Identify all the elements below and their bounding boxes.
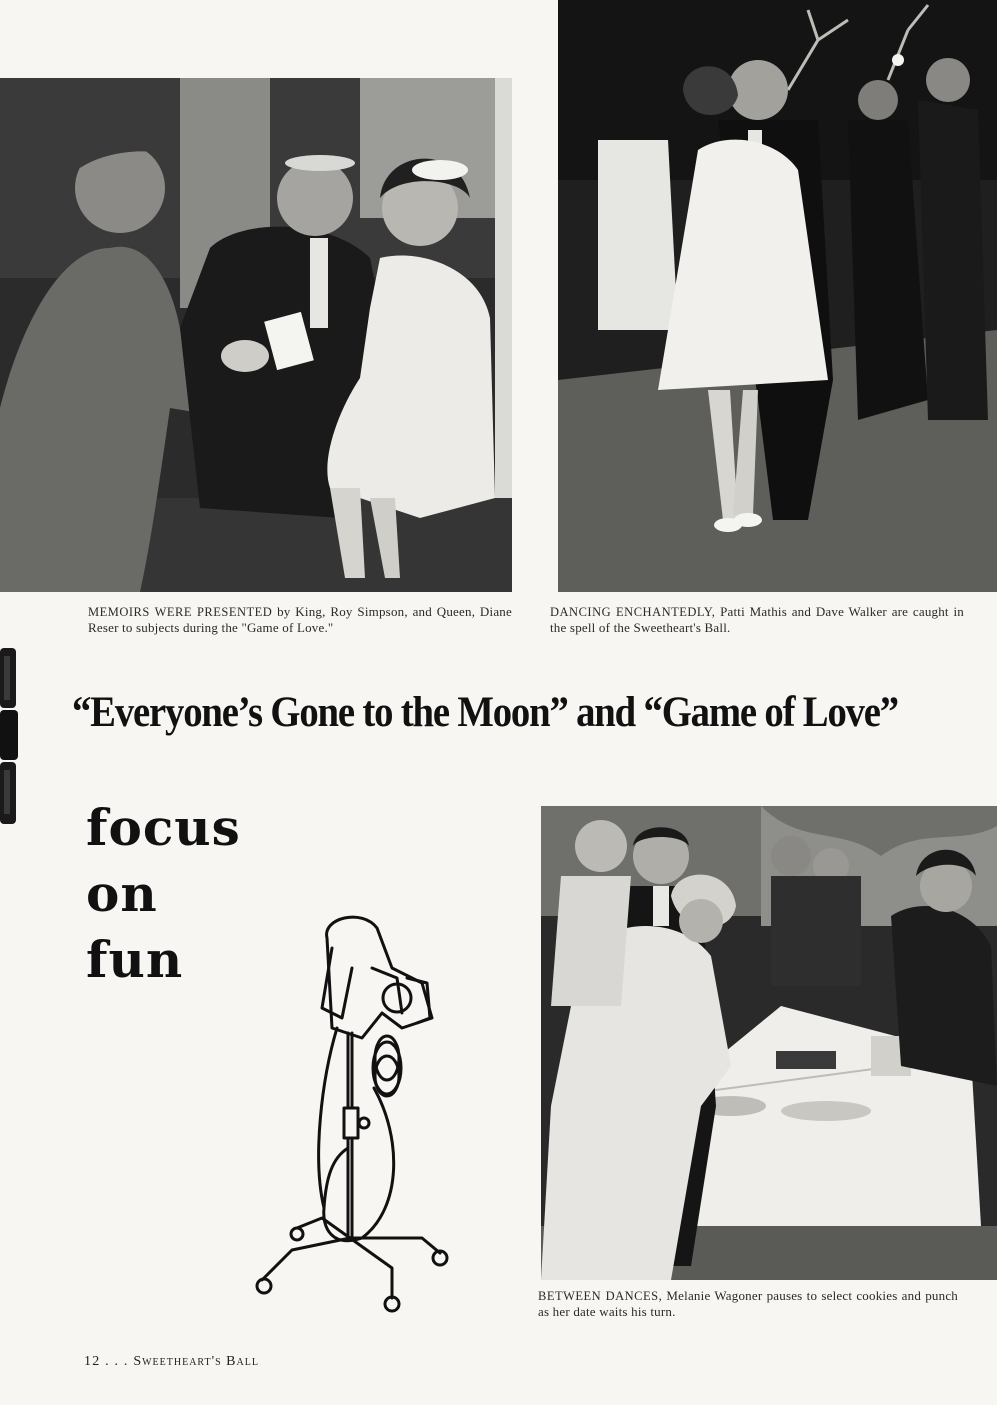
caption-between-text: Melanie Wagoner pauses to select cookies and punch as her date waits his turn.	[538, 1288, 958, 1319]
spotlight-stand-illustration	[252, 908, 452, 1320]
photo-dancing-enchantedly	[558, 0, 997, 592]
photo-between-dances	[541, 806, 997, 1280]
caption-memoirs-text: by King, Roy Simpson, and Queen, Diane Reser to subjects during the "Game of Love."	[88, 604, 512, 635]
caption-memoirs-lead: MEMOIRS WERE PRESENTED	[88, 605, 273, 619]
caption-dancing-lead: DANCING ENCHANTEDLY,	[550, 605, 716, 619]
caption-dancing-text: Patti Mathis and Dave Walker are caught in the spell of the Sweetheart's Ball.	[550, 604, 964, 635]
section-name: Sweetheart's Ball	[133, 1354, 259, 1369]
caption-memoirs	[88, 604, 512, 636]
binder-clip	[0, 648, 22, 824]
caption-dancing	[550, 604, 964, 636]
focus-line-1: focus	[86, 798, 241, 857]
photo-memoirs-presented	[0, 78, 512, 592]
page-number: 12	[84, 1354, 101, 1369]
page-footer	[84, 1354, 259, 1370]
caption-between-dances	[538, 1288, 958, 1320]
focus-line-3: fun	[86, 930, 184, 989]
headline: “Everyone’s Gone to the Moon” and “Game of Love”	[72, 689, 898, 736]
focus-line-2: on	[86, 864, 158, 923]
caption-between-lead: BETWEEN DANCES,	[538, 1289, 663, 1303]
focus-on-fun-title	[86, 795, 241, 993]
footer-separator: . . .	[100, 1354, 134, 1369]
